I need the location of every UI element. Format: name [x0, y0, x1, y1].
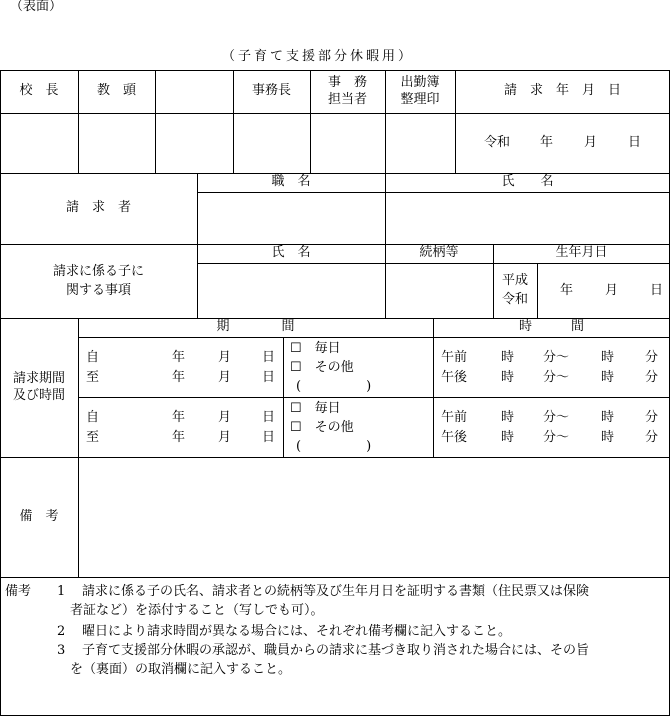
daily-checkbox[interactable]: ☐ 毎日	[290, 401, 341, 416]
am-label: 午前	[441, 350, 468, 365]
name-header: 氏 名	[501, 174, 554, 190]
period-header: 期 間	[216, 319, 295, 335]
to-day: 日	[262, 370, 276, 385]
note-3-number: 3	[57, 643, 66, 658]
other-checkbox[interactable]: ☐ その他	[290, 360, 354, 375]
relation-header: 続柄等	[419, 245, 459, 261]
office-director-seal-box[interactable]	[233, 113, 310, 173]
note-1-line-2: 者証など）を添付すること（写しでも可）。	[70, 603, 324, 618]
note-1-line-1: 請求に係る子の氏名、請求者との続柄等及び生年月日を証明する書類（住民票又は保険	[82, 584, 590, 599]
to-year: 年	[172, 430, 186, 445]
birth-year: 年	[560, 283, 574, 298]
pm-end-min: 分	[645, 430, 659, 445]
blank-header	[155, 70, 233, 113]
am-start-hour: 時	[501, 350, 515, 365]
note-2-number: 2	[57, 624, 66, 639]
from-label: 自	[86, 410, 100, 425]
am-start-min: 分～	[543, 410, 570, 425]
form-title: （子育て支援部分休暇用）	[222, 49, 415, 64]
child-name-field[interactable]	[197, 263, 385, 318]
from-month: 月	[218, 350, 232, 365]
principal-seal-box[interactable]	[0, 113, 78, 173]
other-checkbox[interactable]: ☐ その他	[290, 420, 354, 435]
note-3-line-2: を（裏面）の取消欄に記入すること。	[70, 662, 292, 677]
other-detail-field[interactable]: ( )	[296, 379, 372, 394]
note-2-text: 曜日により請求時間が異なる場合には、それぞれ備考欄に記入すること。	[82, 624, 512, 639]
request-date-header: 請 求 年 月 日	[503, 83, 621, 99]
office-staff-header: 事 務 担当者	[327, 74, 367, 107]
side-label: （表面）	[10, 0, 63, 14]
birth-month: 月	[605, 283, 619, 298]
am-end-min: 分	[645, 350, 659, 365]
am-end-hour: 時	[601, 350, 615, 365]
reiwa-year: 年	[540, 135, 554, 150]
from-month: 月	[218, 410, 232, 425]
pm-start-min: 分～	[543, 370, 570, 385]
other-detail-field[interactable]: ( )	[296, 439, 372, 454]
reiwa-day: 日	[628, 135, 642, 150]
office-director-header: 事務長	[251, 83, 291, 99]
am-start-hour: 時	[501, 410, 515, 425]
requester-label: 請 求 者	[65, 200, 131, 216]
from-year: 年	[172, 350, 186, 365]
era-options: 平成 令和	[501, 273, 528, 307]
note-1-number: 1	[57, 584, 66, 599]
reiwa-month: 月	[584, 135, 598, 150]
am-end-hour: 時	[601, 410, 615, 425]
time-header: 時 間	[518, 319, 584, 335]
to-year: 年	[172, 370, 186, 385]
to-month: 月	[218, 430, 232, 445]
pm-start-min: 分～	[543, 430, 570, 445]
from-day: 日	[262, 350, 276, 365]
name-field[interactable]	[385, 192, 670, 244]
attendance-seal-box[interactable]	[385, 113, 455, 173]
am-end-min: 分	[645, 410, 659, 425]
birth-header: 生年月日	[555, 245, 608, 261]
pm-end-hour: 時	[601, 370, 615, 385]
period-label: 請求期間 及び時間	[12, 370, 65, 403]
pm-label: 午後	[441, 430, 468, 445]
blank-seal-box[interactable]	[155, 113, 233, 173]
pm-start-hour: 時	[501, 370, 515, 385]
remarks-label: 備 考	[19, 508, 59, 524]
to-label: 至	[86, 370, 100, 385]
child-name-header: 氏 名	[271, 245, 311, 261]
note-3-line-1: 子育て支援部分休暇の承認が、職員からの請求に基づき取り消された場合には、その旨	[82, 643, 590, 658]
relation-field[interactable]	[385, 263, 493, 318]
pm-label: 午後	[441, 370, 468, 385]
remarks-field[interactable]	[78, 457, 670, 577]
from-day: 日	[262, 410, 276, 425]
reiwa-era: 令和	[484, 135, 511, 150]
to-month: 月	[218, 370, 232, 385]
notes-heading: 備考	[5, 584, 32, 599]
principal-header: 校 長	[19, 83, 59, 99]
office-staff-seal-box[interactable]	[310, 113, 385, 173]
child-label: 請求に係る子に 関する事項	[52, 263, 144, 298]
daily-checkbox[interactable]: ☐ 毎日	[290, 341, 341, 356]
position-field[interactable]	[197, 192, 385, 244]
am-start-min: 分～	[543, 350, 570, 365]
to-label: 至	[86, 430, 100, 445]
from-label: 自	[86, 350, 100, 365]
to-day: 日	[262, 430, 276, 445]
birth-day: 日	[650, 283, 664, 298]
from-year: 年	[172, 410, 186, 425]
pm-end-hour: 時	[601, 430, 615, 445]
pm-end-min: 分	[645, 370, 659, 385]
position-header: 職 名	[271, 174, 311, 190]
am-label: 午前	[441, 410, 468, 425]
attendance-seal-header: 出勤簿 整理印	[400, 74, 440, 107]
vice-principal-header: 教 頭	[96, 83, 136, 99]
pm-start-hour: 時	[501, 430, 515, 445]
vice-principal-seal-box[interactable]	[78, 113, 155, 173]
